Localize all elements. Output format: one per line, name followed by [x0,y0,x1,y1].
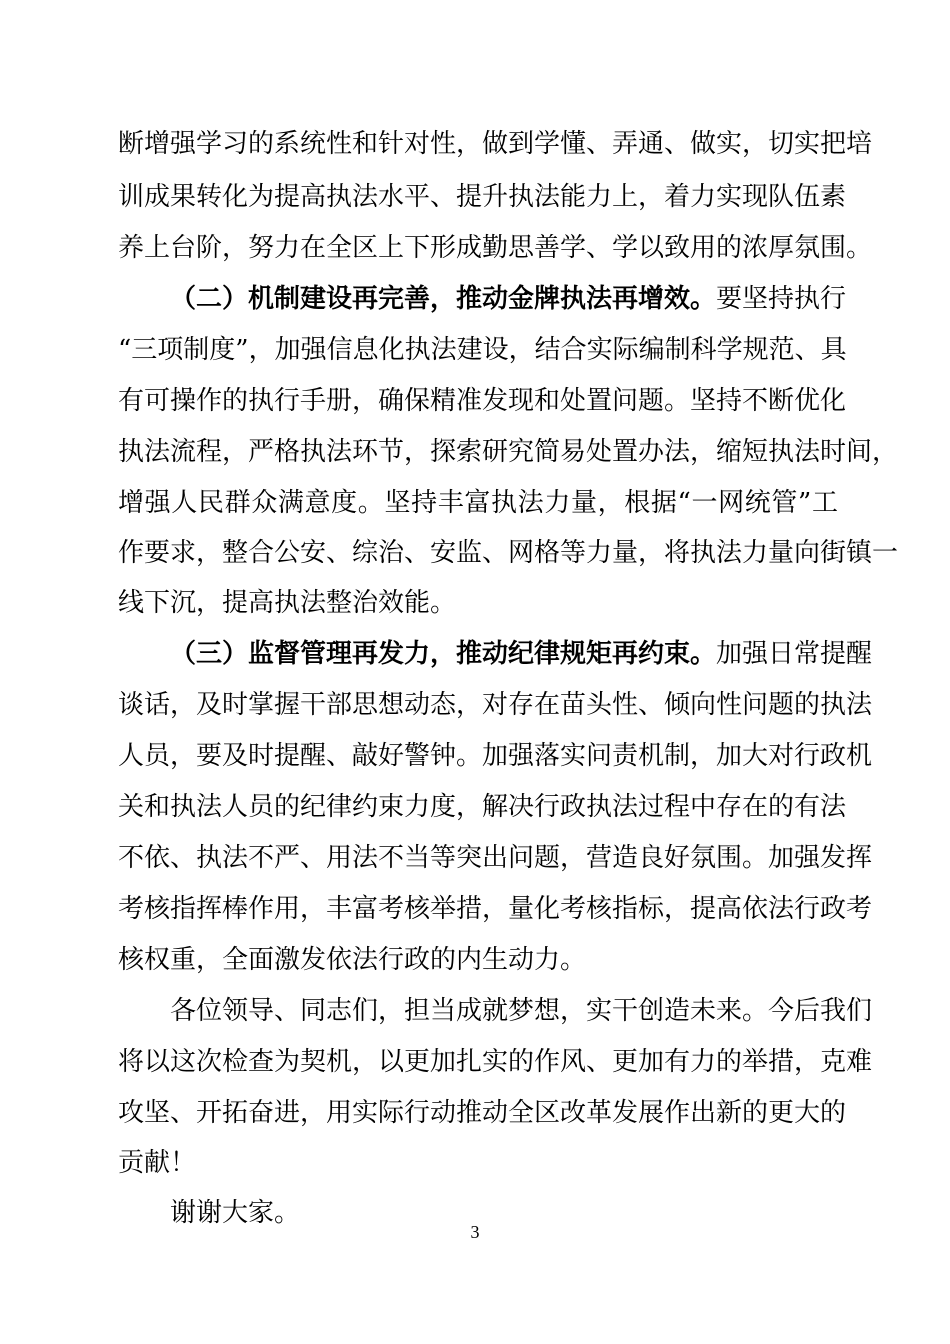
section-heading: （三）监督管理再发力，推动纪律规矩再约束。 [170,639,717,669]
text-line: 人员，要及时提醒、敲好警钟。加强落实问责机制，加大对行政机 [118,741,873,771]
text-line: 贡献！ [118,1148,197,1178]
text-line: 执法流程，严格执法环节，探索研究简易处置办法，缩短执法时间， [118,437,899,467]
text-line: 核权重，全面激发依法行政的内生动力。 [118,945,587,975]
text-line: 各位领导、同志们，担当成就梦想，实干创造未来。今后我们 [170,996,873,1026]
text-line: “三项制度”，加强信息化执法建设，结合实际编制科学规范、具 [118,335,847,365]
text-line: 将以这次检查为契机，以更加扎实的作风、更加有力的举措，克难 [118,1047,873,1077]
line-text: 加强日常提醒 [716,639,873,669]
text-line: 攻坚、开拓奋进，用实际行动推动全区改革发展作出新的更大的 [118,1098,847,1128]
text-line: 断增强学习的系统性和针对性，做到学懂、弄通、做实，切实把培 [118,129,873,159]
text-line [170,634,873,674]
text-line: 训成果转化为提高执法水平、提升执法能力上，着力实现队伍素 [118,182,847,212]
line-text: 要坚持执行 [716,284,847,314]
section-heading: （二）机制建设再完善，推动金牌执法再增效。 [170,284,717,314]
text-line: 养上台阶，努力在全区上下形成勤思善学、学以致用的浓厚氛围。 [118,233,873,263]
text-line: 考核指挥棒作用，丰富考核举措，量化考核指标，提高依法行政考 [118,894,873,924]
text-line: 关和执法人员的纪律约束力度，解决行政执法过程中存在的有法 [118,792,847,822]
page-number: 3 [470,1222,480,1242]
text-line: 谢谢大家。 [170,1198,301,1228]
text-line [170,279,847,319]
text-line: 作要求，整合公安、综治、安监、网格等力量，将执法力量向街镇一 [118,538,899,568]
text-line: 增强人民群众满意度。坚持丰富执法力量，根据“一网统管”工 [118,488,838,518]
text-line: 线下沉，提高执法整治效能。 [118,588,457,618]
text-line: 有可操作的执行手册，确保精准发现和处置问题。坚持不断优化 [118,386,847,416]
text-line: 谈话，及时掌握干部思想动态，对存在苗头性、倾向性问题的执法 [118,690,873,720]
text-line: 不依、执法不严、用法不当等突出问题，营造良好氛围。加强发挥 [118,843,873,873]
